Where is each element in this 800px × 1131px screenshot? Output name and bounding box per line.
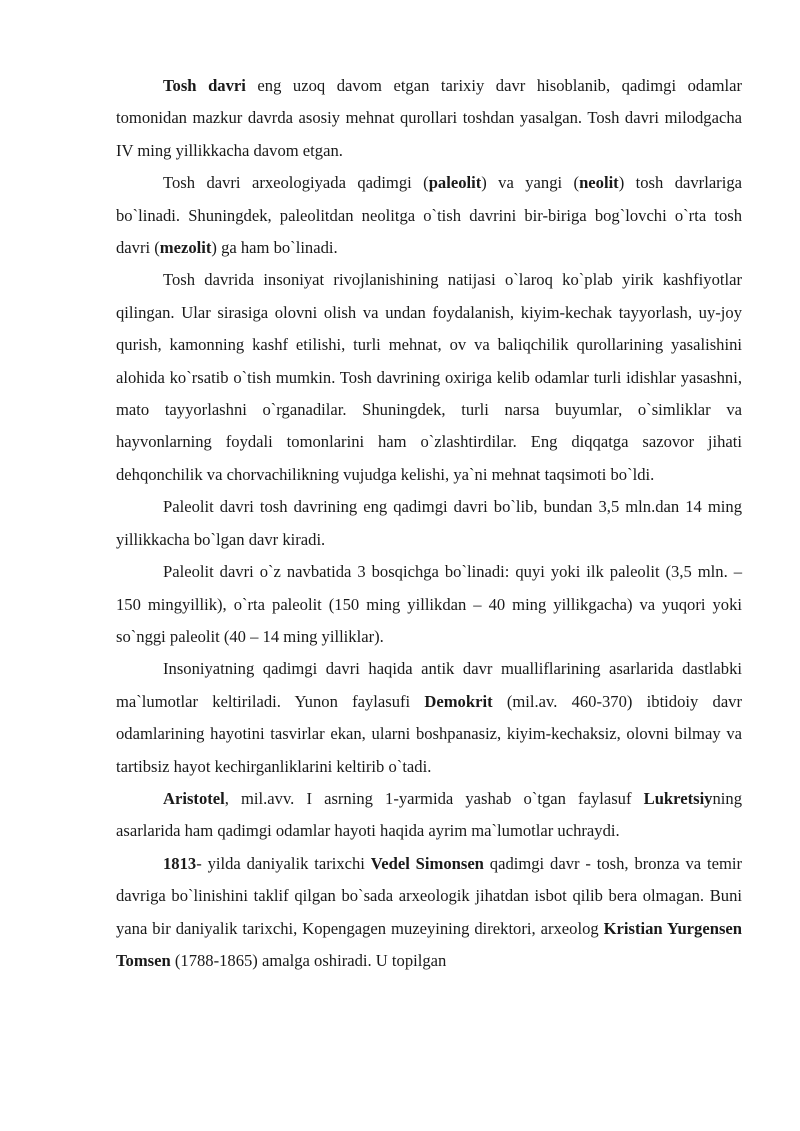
text-run: (mil.av. 460-370) ibtidoiy davr odamlarining hayotini tasvirlar ekan, ularni boshpanasiz, kiyim-kechaksiz, olovni bilmay va tartibsiz hayot kechirganliklarini keltirib o`tadi. (116, 691, 743, 776)
paragraph (116, 264, 742, 491)
text-run: ) va yangi ( (481, 173, 580, 193)
bold-term: neolit (579, 173, 619, 193)
text-run: eng uzoq davom etgan tarixiy davr hisoblanib, qadimgi odamlar tomonidan mazkur davrda asosiy mehnat qurollari toshdan yasalgan. Tosh davri milodgacha IV ming yillikkacha davom etgan. (116, 76, 742, 160)
text-run: - yilda daniyalik tarixchi (196, 853, 371, 873)
paragraph (116, 70, 742, 167)
paragraph (116, 167, 742, 264)
text-run: ) ga ham bo`linadi. (211, 238, 338, 258)
text-run: Insoniyatning qadimgi davri haqida antik davr mualliflarining asarlarida dastlabki ma`lumotlar keltiriladi. Yunon faylasufi (116, 659, 742, 711)
paragraph (116, 491, 742, 556)
bold-term: Aristotel (163, 788, 225, 808)
paragraph (116, 783, 742, 848)
paragraph (116, 556, 742, 653)
text-run: Paleolit davri tosh davrining eng qadimgi davri bo`lib, bundan 3,5 mln.dan 14 ming yillikkacha bo`lgan davr kiradi. (116, 497, 742, 549)
text-run: , mil.avv. I asrning 1-yarmida yashab o`tgan faylasuf (224, 788, 644, 808)
text-run: qadimgi davr - tosh, bronza va temir davriga bo`linishini taklif qilgan bo`sada arxeologik jihatdan isbot qilib bera olmagan. Buni yana bir daniyalik tarixchi, Kopengagen muzeyining direktori, arxeolog (116, 853, 742, 938)
bold-term: Demokrit (424, 691, 493, 711)
text-run: Paleolit davri o`z navbatida 3 bosqichga bo`linadi: quyi yoki ilk paleolit (3,5 mln. – 150 mingyillik), o`rta paleolit (150 ming yillikdan – 40 ming yillikgacha) va yuqori yoki so`nggi paleolit (40 – 14 ming yilliklar). (116, 562, 742, 646)
text-run: Tosh davri arxeologiyada qadimgi ( (163, 173, 429, 193)
bold-term: Tosh davri (163, 76, 246, 95)
text-run: ) tosh davrlariga bo`linadi. Shuningdek, paleolitdan neolitga o`tish davrini bir-biriga bog`lovchi o`rta tosh davri ( (116, 173, 742, 258)
text-run: ning asarlarida ham qadimgi odamlar hayoti haqida ayrim ma`lumotlar uchraydi. (116, 788, 742, 841)
bold-term: Vedel Simonsen (370, 853, 484, 873)
bold-term: paleolit (428, 173, 482, 193)
bold-term: Lukretsiy (643, 788, 713, 808)
bold-term: mezolit (159, 238, 212, 258)
text-run: Tosh davrida insoniyat rivojlanishining natijasi o`laroq ko`plab yirik kashfiyotlar qilingan. Ular sirasiga olovni olish va undan foydalanish, kiyim-kechak tayyorlash, uy-joy qurish, kamonning kashf etilishi, turli mehnat, ov va baliqchilik qurollarining yasalishini alohida ko`rsatib o`tish mumkin. Tosh davrining oxiriga kelib odamlar turli idishlar yasashni, mato tayyorlashni o`rganadilar. Shuningdek, turli narsa buyumlar, o`simliklar va hayvonlarning foydali tomonlarini ham o`zlashtirdilar. Eng diqqatga sazovor jihati dehqonchilik va chorvachilikning vujudga kelishi, ya`ni mehnat taqsimoti bo`ldi. (116, 270, 742, 484)
text-run: (1788-1865) amalga oshiradi. U topilgan (170, 950, 447, 970)
paragraph (116, 653, 742, 783)
document-page (116, 70, 742, 977)
bold-term: Kristian Yurgensen Tomsen (116, 918, 742, 970)
paragraph (116, 848, 742, 978)
bold-term: 1813 (163, 853, 197, 873)
